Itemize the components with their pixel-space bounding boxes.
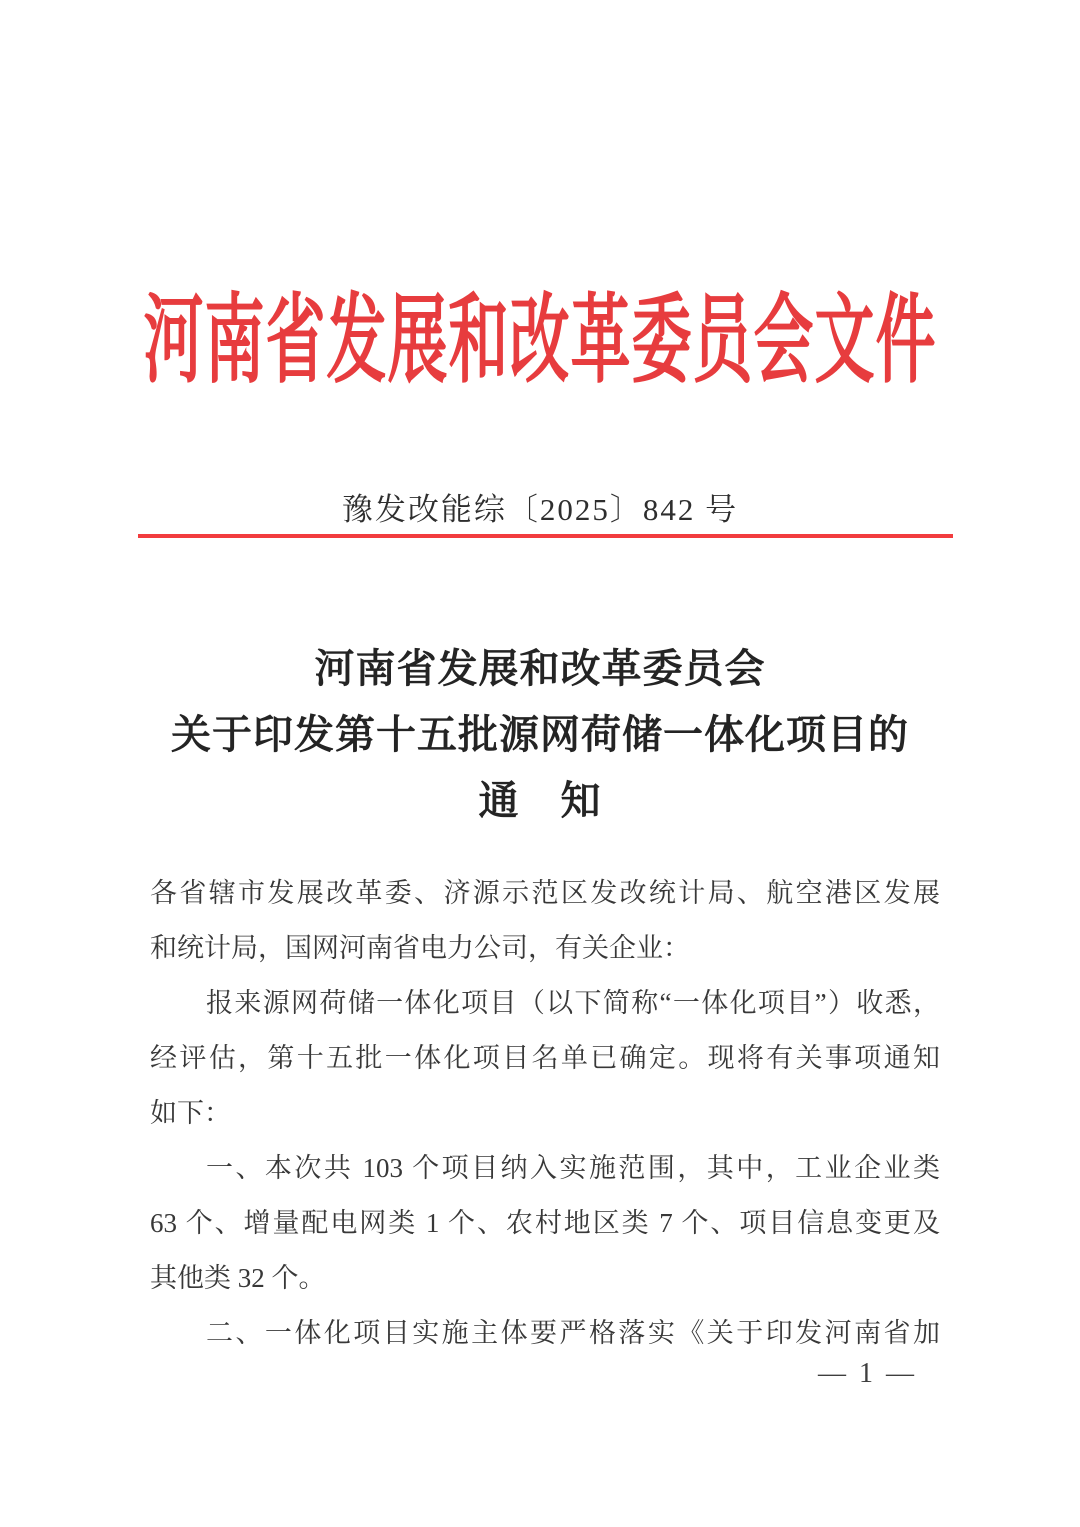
body-line: 63 个、增量配电网类 1 个、农村地区类 7 个、项目信息变更及 [150, 1208, 940, 1238]
body-line: 二、一体化项目实施主体要严格落实《关于印发河南省加 [206, 1318, 940, 1348]
body-line: 和统计局，国网河南省电力公司，有关企业： [150, 933, 690, 963]
page-number: — 1 — [818, 1358, 917, 1389]
document-title [0, 636, 1080, 834]
document-body [150, 866, 940, 1361]
red-divider-line [138, 534, 953, 538]
document-title-line-3: 通 知 [478, 778, 602, 823]
masthead-title: 河南省发展和改革委员会文件 [143, 287, 937, 395]
body-line: 报来源网荷储一体化项目（以下简称“一体化项目”）收悉， [206, 988, 940, 1018]
masthead [0, 283, 1080, 395]
document-title-line-2: 关于印发第十五批源网荷储一体化项目的 [171, 712, 909, 757]
body-line: 一、本次共 103 个项目纳入实施范围，其中，工业企业类 [206, 1153, 940, 1183]
body-line: 各省辖市发展改革委、济源示范区发改统计局、航空港区发展 [150, 878, 940, 908]
document-number: 豫发改能综〔2025〕842 号 [341, 492, 739, 527]
body-line: 经评估，第十五批一体化项目名单已确定。现将有关事项通知 [150, 1043, 940, 1073]
body-line: 如下： [150, 1098, 231, 1128]
document-title-line-1: 河南省发展和改革委员会 [314, 646, 766, 691]
body-line: 其他类 32 个。 [150, 1263, 326, 1293]
